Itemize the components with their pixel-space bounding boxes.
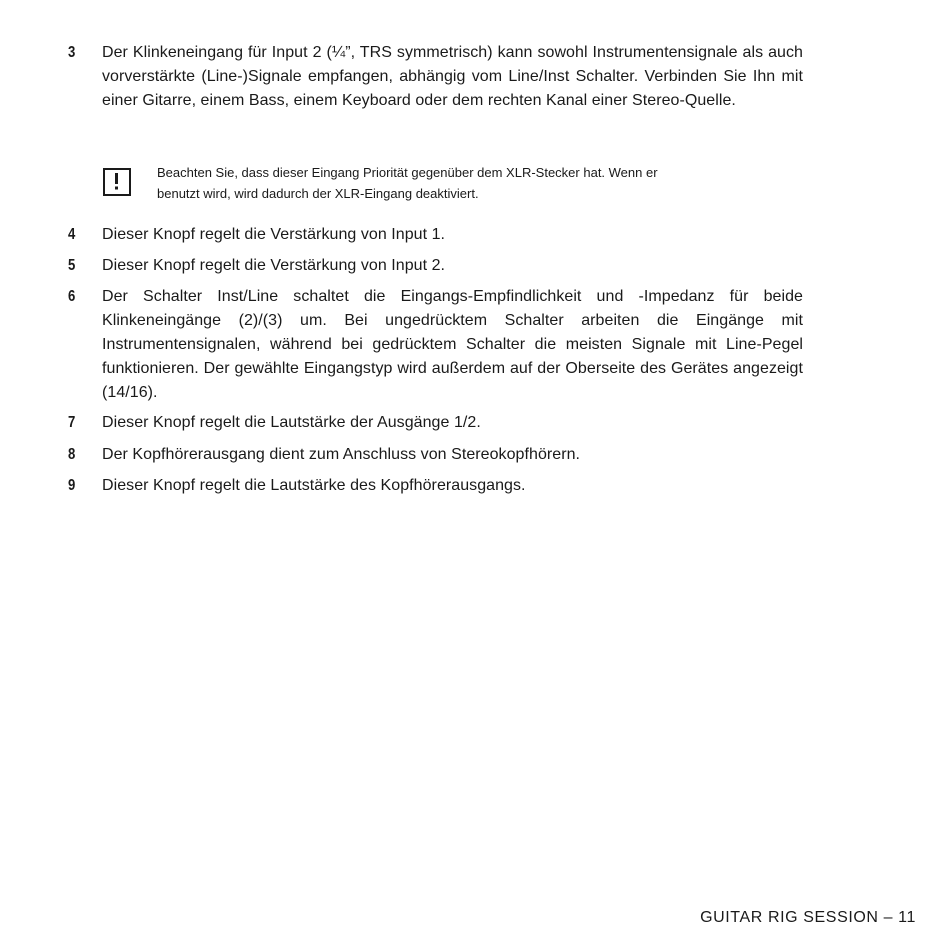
- item-text: Dieser Knopf regelt die Verstärkung von Input 1.: [102, 226, 446, 243]
- item-number: 3: [68, 44, 76, 61]
- item-number: 8: [68, 446, 76, 463]
- page-footer: GUITAR RIG SESSION – 11: [700, 909, 916, 926]
- item-number: 9: [68, 477, 76, 494]
- item-text: Dieser Knopf regelt die Lautstärke des Kopfhörerausgangs.: [102, 477, 526, 494]
- list-item-4: [68, 223, 803, 247]
- item-number: 6: [68, 288, 76, 305]
- item-number: 4: [68, 226, 76, 243]
- list-item-9: [68, 474, 803, 498]
- list-item-5: [68, 254, 803, 278]
- item-text: Der Schalter Inst/Line schaltet die Eingangs-Empfindlichkeit und -Impedanz für beide Klinkeneingänge (2)/(3) um. Bei ungedrücktem Schalter arbeiten die Eingänge mit Instrumentensignalen, während bei gedrücktem Schalter die meisten Signale mit Line-Pegel funktionieren. Der gewählte Eingangstyp wird außerdem auf der Oberseite des Gerätes angezeigt (14/16).: [102, 288, 803, 401]
- item-number: 5: [68, 257, 76, 274]
- item-text: Dieser Knopf regelt die Verstärkung von Input 2.: [102, 257, 446, 274]
- note-text: [157, 162, 817, 204]
- note-line-1: Beachten Sie, dass dieser Eingang Priorität gegenüber dem XLR-Stecker hat. Wenn er: [157, 165, 658, 180]
- list-item-3: [68, 41, 803, 113]
- item-text: Dieser Knopf regelt die Lautstärke der Ausgänge 1/2.: [102, 414, 481, 431]
- list-item-7: [68, 411, 803, 435]
- note-line-2: benutzt wird, wird dadurch der XLR-Eingang deaktiviert.: [157, 186, 479, 201]
- item-text: Der Kopfhörerausgang dient zum Anschluss von Stereokopfhörern.: [102, 446, 581, 463]
- warning-icon: [103, 168, 131, 196]
- item-text: Der Klinkeneingang für Input 2 (¼”, TRS symmetrisch) kann sowohl Instrumentensignale als auch vorverstärkte (Line-)Signale empfangen, abhängig vom Line/Inst Schalter. Verbinden Sie Ihn mit einer Gitarre, einem Bass, einem Keyboard oder dem rechten Kanal einer Stereo-Quelle.: [102, 44, 803, 109]
- list-item-6: [68, 285, 803, 405]
- item-number: 7: [68, 414, 76, 431]
- list-item-8: [68, 443, 803, 467]
- warning-note: [103, 160, 803, 206]
